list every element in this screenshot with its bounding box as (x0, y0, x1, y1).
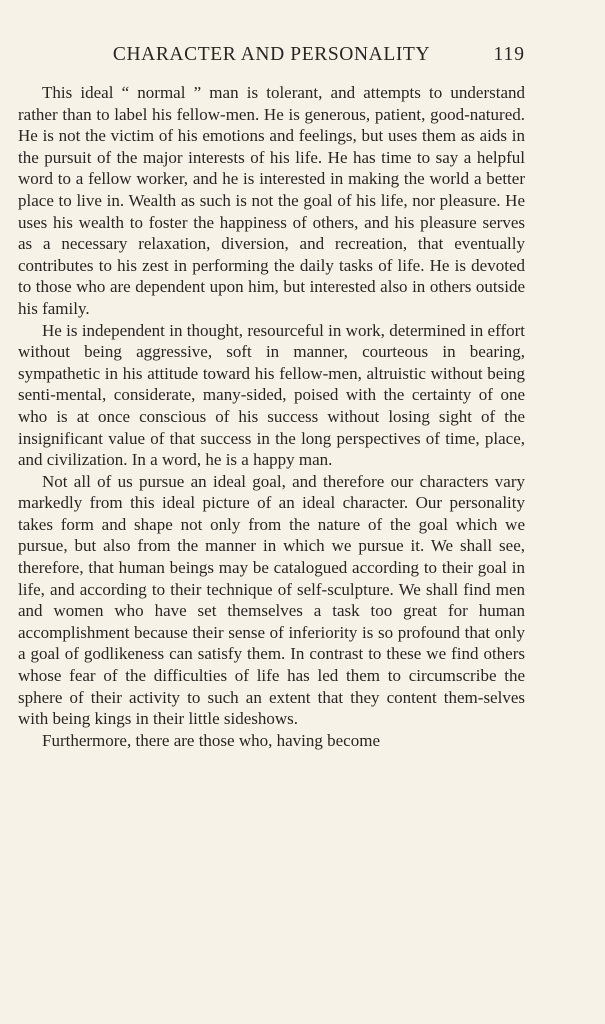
paragraph-ideal-goal: Not all of us pursue an ideal goal, and therefore our characters vary markedly from this ideal picture of an ideal character. Our personality takes form and shape not only from the nature of the goal which we pursue, but also from the manner in which we pursue it. We shall see, therefore, that human beings may be catalogued according to their goal in life, and according to their technique of self-sculpture. We shall find men and women who have set themselves a task too great for human accomplishment because their sense of inferiority is so profound that only a goal of godlikeness can satisfy them. In contrast to these we find others whose fear of the difficulties of life has led them to circumscribe the sphere of their activity to such an extent that they content them-selves with being kings in their little sideshows. (18, 471, 525, 729)
running-head-title: CHARACTER AND PERSONALITY (112, 44, 431, 65)
book-page (18, 42, 525, 751)
paragraph-furthermore: Furthermore, there are those who, having become (42, 730, 380, 750)
running-head (18, 42, 525, 68)
page-number: 119 (493, 44, 525, 65)
paragraph-ideal-normal-man: This ideal “ normal ” man is tolerant, and attempts to understand rather than to label his fellow-men. He is generous, patient, good-natured. He is not the victim of his emotions and feelings, but uses them as aids in the pursuit of the major interests of his life. He has time to say a helpful word to a fellow worker, and he is interested in making the world a better place to live in. Wealth as such is not the goal of his life, nor pleasure. He uses his wealth to foster the happiness of others, and his pleasure serves as a necessary relaxation, diversion, and recreation, that eventually contributes to his zest in performing the daily tasks of life. He is devoted to those who are dependent upon him, but interested also in others outside his family. (18, 83, 525, 318)
paragraph-independent-in-thought: He is independent in thought, resourceful in work, determined in effort without being aggressive, soft in manner, courteous in bearing, sympathetic in his attitude toward his fellow-men, altruistic without being senti-mental, considerate, many-sided, poised with the certainty of one who is at once conscious of his success without losing sight of the insignificant value of that success in the long perspectives of time, place, and civilization. In a word, he is a happy man. (18, 320, 525, 470)
body-text (18, 82, 525, 751)
